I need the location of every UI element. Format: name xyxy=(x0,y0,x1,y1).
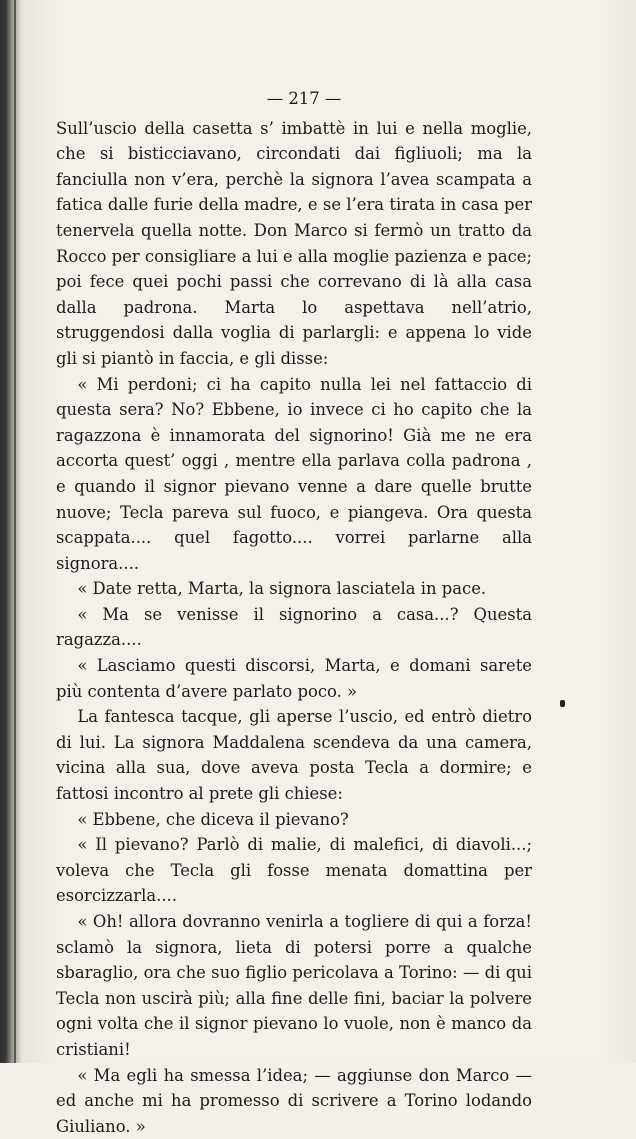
paragraph-9: « Oh! allora dovranno venirla a togliere di qui a forza! sclamò la signora, lieta di potersi porre a qualche sbaraglio, ora che suo figlio pericolava a Torino: — di qui Tecla non uscirà più; alla fine delle fini, baciar la polvere ogni volta che il signor pievano lo vuole, non è manco da cristiani! xyxy=(56,912,532,1059)
paragraph-2: « Mi perdoni; ci ha capito nulla lei nel fattaccio di questa sera? No? Ebbene, io invece ci ho capito che la ragazzona è innamorata del signorino! Già me ne era accorta quest’ oggi , mentre ella parlava colla padrona , e quando il signor pievano venne a dare quelle brutte nuove; Tecla pareva sul fuoco, e piangeva. Ora questa scappata.... quel fagotto.... vorrei parlarne alla signora.... xyxy=(56,374,532,573)
paragraph-3: « Date retta, Marta, la signora lasciatela in pace. xyxy=(77,579,487,599)
binding-gutter xyxy=(14,0,16,1063)
paragraph-1: Sull’uscio della casetta s’ imbattè in lui e nella moglie, che si bisticciavano, circondati dai figliuoli; ma la fanciulla non v’era, perchè la signora l’avea scampata a fatica dalle furie della madre, e se l’era tirata in casa per tenervela quella notte. Don Marco si fermò un tratto da Rocco per consigliare a lui e alla moglie pazienza e pace; poi fece quei pochi passi che correvano di là alla casa dalla padrona. Marta lo aspettava nell’atrio, struggendosi dalla voglia di parlargli: e appena lo vide gli si piantò in faccia, e gli disse: xyxy=(56,118,532,368)
page-number: — 217 — xyxy=(266,89,342,108)
paragraph-5: « Lasciamo questi discorsi, Marta, e domani sarete più contenta d’avere parlato poco. » xyxy=(56,656,532,701)
paragraph-8: « Il pievano? Parlò di malie, di malefici, di diavoli...; voleva che Tecla gli fosse menata domattina per esorcizzarla.... xyxy=(56,835,532,906)
paragraph-10: « Ma egli ha smessa l’idea; — aggiunse don Marco — ed anche mi ha promesso di scrivere a Torino lodando Giuliano. » xyxy=(56,1065,532,1136)
paragraph-6: La fantesca tacque, gli aperse l’uscio, ed entrò dietro di lui. La signora Maddalena scendeva da una camera, vicina alla sua, dove aveva posta Tecla a dormire; e fattosi incontro al prete gli chiese: xyxy=(56,707,532,804)
page-text xyxy=(56,86,532,1139)
paragraph-4: « Ma se venisse il signorino a casa...? Questa ragazza.... xyxy=(56,604,532,650)
paragraph-7: « Ebbene, che diceva il pievano? xyxy=(77,809,349,829)
ink-spot xyxy=(560,700,565,707)
